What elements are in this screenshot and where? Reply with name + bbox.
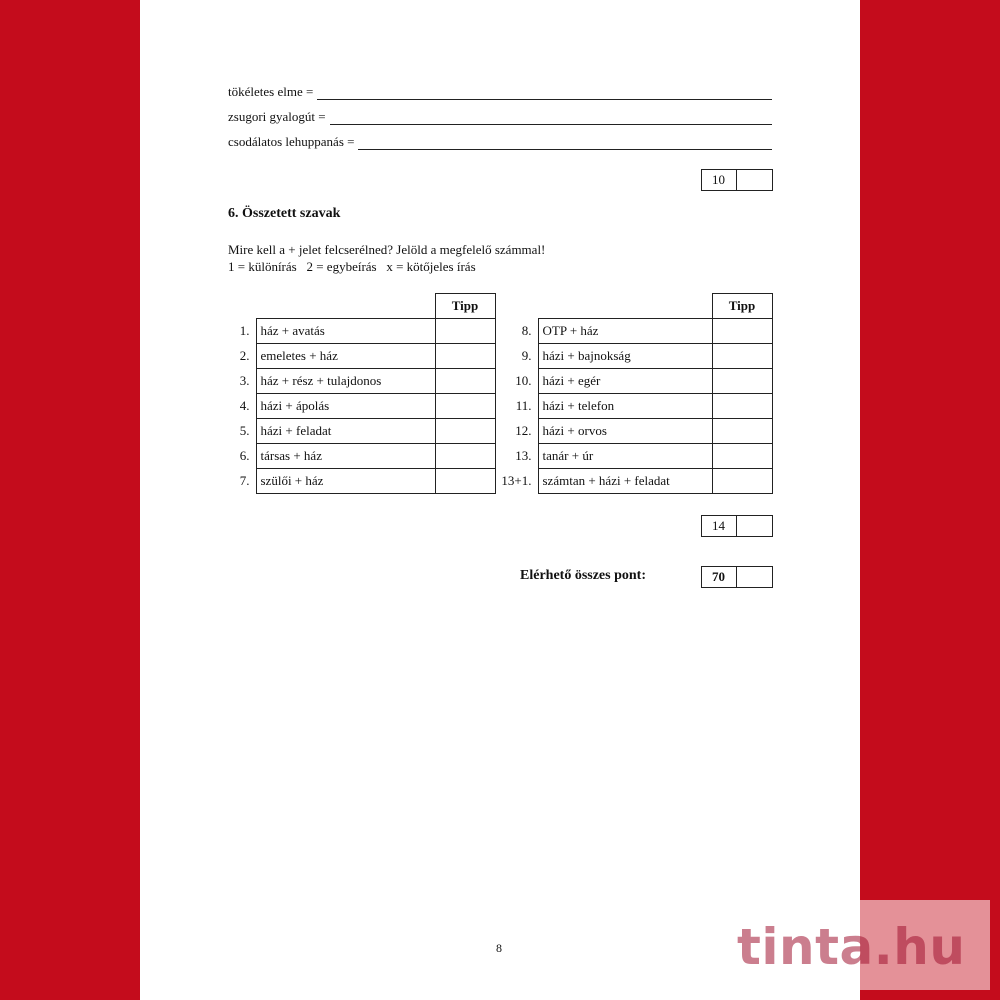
max-points: 10 (702, 170, 737, 190)
table-row (496, 369, 772, 394)
tip-cell[interactable] (435, 394, 495, 419)
watermark-logo: tinta.hu (737, 918, 966, 976)
tip-cell[interactable] (435, 369, 495, 394)
fill-line-label: zsugori gyalogút = (228, 109, 326, 124)
item-number: 13. (515, 448, 532, 463)
earned-points-field[interactable] (737, 170, 772, 190)
item-number: 10. (515, 373, 532, 388)
tip-cell[interactable] (435, 319, 495, 344)
total-points-label: Elérhető összes pont: (520, 568, 646, 583)
table-row (496, 469, 772, 494)
item-number: 6. (239, 448, 250, 463)
tip-cell[interactable] (712, 344, 772, 369)
compound-word: OTP + ház (538, 319, 712, 344)
item-number: 12. (515, 423, 532, 438)
table-row (496, 444, 772, 469)
tip-cell[interactable] (712, 394, 772, 419)
section-title: 6. Összetett szavak (228, 206, 341, 221)
tip-cell[interactable] (712, 419, 772, 444)
tip-cell[interactable] (435, 469, 495, 494)
tip-cell[interactable] (712, 469, 772, 494)
page-sheet (140, 0, 860, 1000)
table-row (496, 394, 772, 419)
compound-word: tanár + úr (538, 444, 712, 469)
fill-line-3 (228, 132, 772, 150)
compound-word: társas + ház (256, 444, 435, 469)
item-number: 2. (239, 348, 250, 363)
compound-word: házi + orvos (538, 419, 712, 444)
item-number: 8. (521, 323, 532, 338)
max-points: 14 (702, 516, 737, 536)
earned-points-field[interactable] (737, 516, 772, 536)
total-earned-field[interactable] (737, 567, 772, 587)
answer-blank[interactable] (330, 112, 772, 125)
total-max-points: 70 (702, 567, 737, 587)
answer-blank[interactable] (358, 137, 772, 150)
table-row (496, 344, 772, 369)
compound-word: házi + feladat (256, 419, 435, 444)
tip-cell[interactable] (712, 319, 772, 344)
page-number: 8 (496, 941, 502, 955)
fill-line-2 (228, 107, 772, 125)
tip-cell[interactable] (712, 369, 772, 394)
word-table-left (226, 293, 496, 494)
table-row (226, 469, 495, 494)
instruction-text: Mire kell a + jelet felcserélned? Jelöld a megfelelő számmal! (228, 242, 546, 257)
answer-blank[interactable] (317, 87, 772, 100)
word-table-right (496, 293, 773, 494)
table-row (226, 419, 495, 444)
item-number: 11. (515, 398, 532, 413)
score-box-section6 (701, 515, 773, 537)
item-number: 4. (239, 398, 250, 413)
item-number: 5. (239, 423, 250, 438)
score-box-total (701, 566, 773, 588)
score-box-section5 (701, 169, 773, 191)
item-number: 9. (521, 348, 532, 363)
compound-word: házi + telefon (538, 394, 712, 419)
tip-header: Tipp (435, 294, 495, 319)
table-row (226, 319, 495, 344)
table-row (226, 444, 495, 469)
legend-text: 1 = különírás 2 = egybeírás x = kötőjeles írás (228, 259, 476, 274)
fill-line-label: tökéletes elme = (228, 84, 314, 99)
table-row (226, 344, 495, 369)
tip-header: Tipp (712, 294, 772, 319)
compound-word: házi + ápolás (256, 394, 435, 419)
table-row (496, 319, 772, 344)
item-number: 1. (239, 323, 250, 338)
compound-word: ház + avatás (256, 319, 435, 344)
item-number: 7. (239, 473, 250, 488)
fill-line-label: csodálatos lehuppanás = (228, 134, 355, 149)
table-row (226, 369, 495, 394)
compound-word: emeletes + ház (256, 344, 435, 369)
fill-line-1 (228, 82, 772, 100)
compound-word: számtan + házi + feladat (538, 469, 712, 494)
compound-word: szülői + ház (256, 469, 435, 494)
tip-cell[interactable] (435, 344, 495, 369)
compound-word: házi + bajnokság (538, 344, 712, 369)
tip-cell[interactable] (435, 444, 495, 469)
item-number: 13+1. (501, 473, 532, 488)
table-row (496, 419, 772, 444)
item-number: 3. (239, 373, 250, 388)
tip-cell[interactable] (712, 444, 772, 469)
compound-word: házi + egér (538, 369, 712, 394)
compound-word: ház + rész + tulajdonos (256, 369, 435, 394)
tip-cell[interactable] (435, 419, 495, 444)
table-row (226, 394, 495, 419)
